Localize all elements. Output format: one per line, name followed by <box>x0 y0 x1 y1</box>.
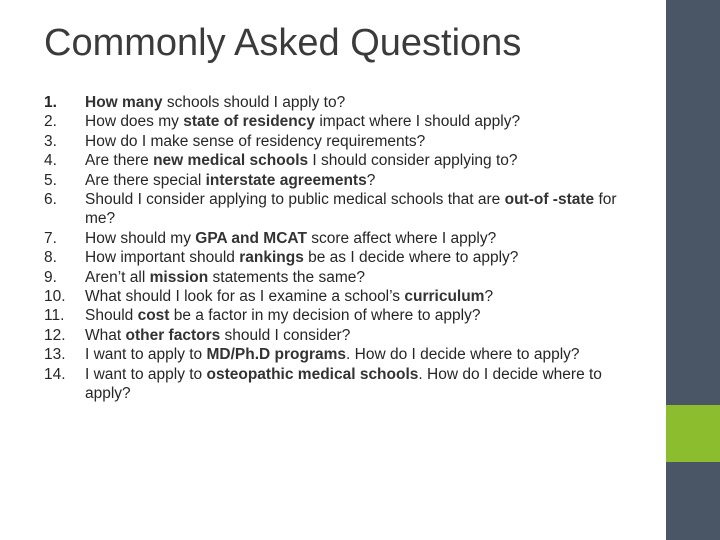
question-number: 1. <box>44 94 57 111</box>
question-number: 10. <box>44 288 66 306</box>
question-item <box>44 268 644 287</box>
question-text <box>85 171 644 190</box>
question-text-segment: for me? <box>85 191 617 228</box>
question-number: 8. <box>44 249 57 267</box>
question-text-segment: schools should I apply to? <box>162 94 346 111</box>
question-text <box>85 93 644 112</box>
question-text-segment: Should <box>85 307 138 325</box>
question-text <box>85 248 644 267</box>
question-text-segment: What <box>85 326 126 344</box>
question-keyword: interstate agreements <box>205 171 367 189</box>
question-text <box>85 345 644 364</box>
question-item <box>44 345 644 364</box>
question-item <box>44 171 644 190</box>
question-item <box>44 151 644 170</box>
question-item <box>44 190 644 229</box>
questions-list <box>44 93 644 404</box>
question-item <box>44 365 644 404</box>
question-text-segment: statements the same? <box>208 268 366 286</box>
question-text-segment: score affect where I apply? <box>306 229 497 247</box>
sidebar-panel <box>666 0 720 405</box>
question-text <box>85 287 644 306</box>
question-text-segment: ? <box>484 288 494 306</box>
question-text-segment: be as I decide where to apply? <box>303 249 519 267</box>
question-text-segment: Are there <box>85 152 154 170</box>
question-item <box>44 229 644 248</box>
question-text-segment: What should I look for as I examine a school’s <box>85 288 405 306</box>
question-keyword: mission <box>149 268 209 286</box>
question-text <box>85 229 644 248</box>
question-number: 3. <box>44 132 57 150</box>
question-text-segment: Are there special <box>85 171 206 189</box>
question-item <box>44 132 644 151</box>
question-keyword: osteopathic medical schools <box>206 365 419 383</box>
question-text <box>85 151 644 170</box>
question-number: 5. <box>44 171 57 189</box>
question-text-segment: impact where I should apply? <box>315 113 521 131</box>
question-number: 12. <box>44 326 66 344</box>
question-keyword: other factors <box>125 326 221 344</box>
question-number: 11. <box>44 307 65 325</box>
question-text <box>85 365 644 404</box>
question-keyword: curriculum <box>404 288 485 306</box>
question-keyword: cost <box>137 307 170 325</box>
question-number: 14. <box>44 365 66 383</box>
question-text-segment: be a factor in my decision of where to apply? <box>169 307 481 325</box>
question-text-segment: should I consider? <box>220 326 351 344</box>
question-text <box>85 132 644 151</box>
page-title: Commonly Asked Questions <box>44 22 522 64</box>
question-text <box>85 306 644 325</box>
question-number: 7. <box>44 229 57 247</box>
question-text-segment: Aren’t all <box>85 268 150 286</box>
sidebar-panel-bottom <box>666 462 720 540</box>
question-text-segment: ? <box>366 171 376 189</box>
question-number: 6. <box>44 191 57 209</box>
question-number: 13. <box>44 346 66 364</box>
question-item <box>44 306 644 325</box>
question-keyword: state of residency <box>183 113 316 131</box>
question-text <box>85 190 644 229</box>
sidebar-accent-block <box>666 405 720 462</box>
question-text-segment: I want to apply to <box>85 346 207 364</box>
question-text-segment: I want to apply to <box>85 365 207 383</box>
question-text-segment: . How do I decide where to apply? <box>346 346 580 364</box>
question-keyword: new medical schools <box>153 152 309 170</box>
question-number: 2. <box>44 113 57 131</box>
question-text-segment: How should my <box>85 229 196 247</box>
question-keyword: out-of -state <box>504 191 595 209</box>
question-text-segment: How do I make sense of residency requirements? <box>85 132 426 150</box>
question-number: 9. <box>44 268 57 286</box>
question-text <box>85 268 644 287</box>
question-text <box>85 112 644 131</box>
question-item <box>44 112 644 131</box>
question-keyword: How many <box>85 94 163 111</box>
question-text <box>85 326 644 345</box>
question-item <box>44 287 644 306</box>
question-keyword: rankings <box>239 249 304 267</box>
question-number: 4. <box>44 152 57 170</box>
question-item <box>44 248 644 267</box>
question-text-segment: How important should <box>85 249 240 267</box>
question-item <box>44 93 644 112</box>
question-text-segment: . How do I decide where to apply? <box>85 365 602 403</box>
question-item <box>44 326 644 345</box>
question-text-segment: How does my <box>85 113 184 131</box>
question-text-segment: I should consider applying to? <box>308 152 518 170</box>
question-text-segment: Should I consider applying to public medical schools that are <box>85 191 505 209</box>
question-keyword: GPA and MCAT <box>195 229 307 247</box>
question-keyword: MD/Ph.D programs <box>206 346 347 364</box>
